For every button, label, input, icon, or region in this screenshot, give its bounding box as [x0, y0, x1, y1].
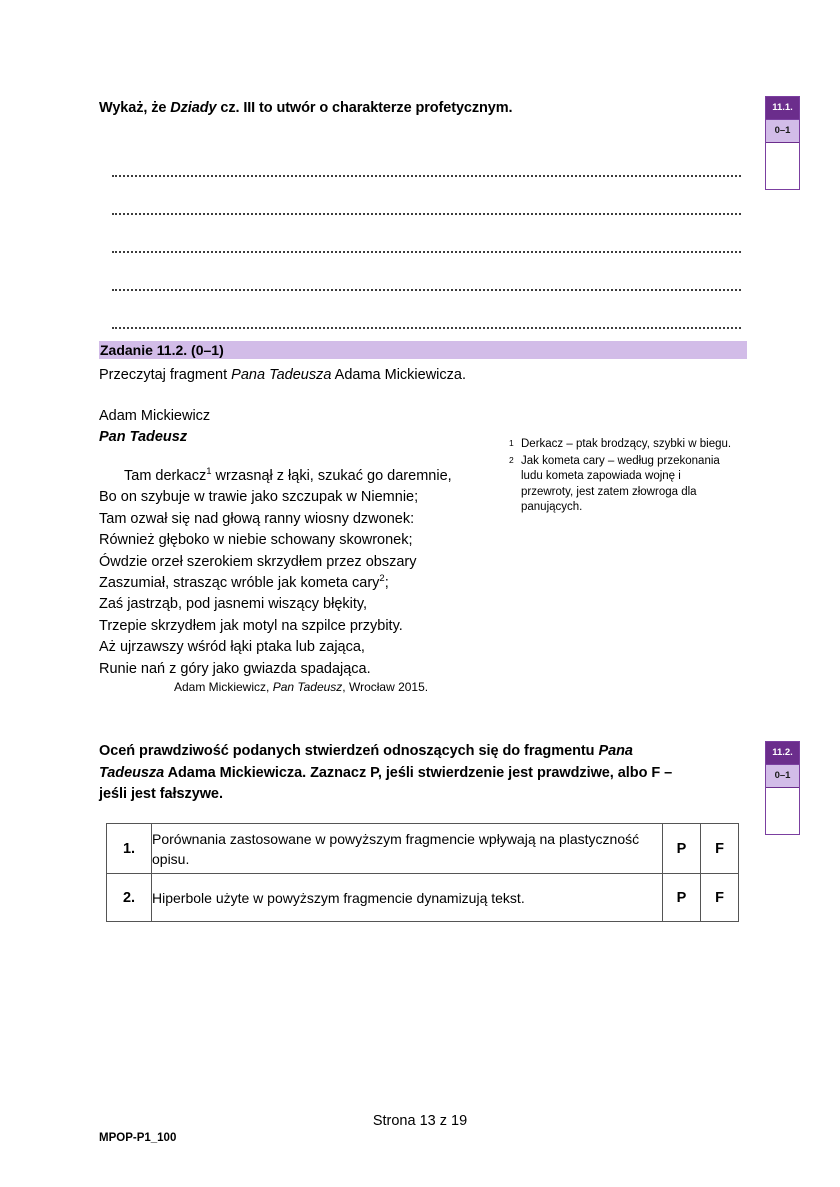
poem-line: Trzepie skrzydłem jak motyl na szpilce przybity.: [99, 617, 403, 634]
row-statement: Porównania zastosowane w powyższym fragmencie wpływają na plastyczność opisu.: [152, 824, 663, 874]
poem-line: Tam ozwał się nad głową ranny wiosny dzwonek:: [99, 510, 415, 527]
prompt-work-title: Dziady: [170, 100, 217, 116]
instruction-before: Przeczytaj fragment: [99, 367, 232, 383]
footnote-ref-2: 2: [379, 573, 385, 585]
answer-line[interactable]: [112, 253, 741, 291]
poem-line: Ówdzie orzeł szerokiem skrzydłem przez obszary: [99, 553, 417, 570]
score-box-number: 11.1.: [766, 97, 799, 120]
row-statement: Hiperbole użyte w powyższym fragmencie dynamizują tekst.: [152, 874, 663, 922]
row-number: 2.: [107, 874, 152, 922]
document-code: MPOP-P1_100: [99, 1132, 177, 1144]
footnote-marker: 1: [509, 438, 514, 448]
table-row: [107, 824, 739, 874]
answer-line[interactable]: [112, 215, 741, 253]
footnote-text: Jak kometa cary – według przekonania ludu kometa zapowiada wojnę i przewroty, jest zatem złowroga dla panujących.: [521, 454, 720, 514]
poem-line-6-text: Zaszumiał, strasząc wróble jak kometa cary: [99, 575, 380, 592]
answer-line[interactable]: [112, 177, 741, 215]
poem-line: Zaś jastrząb, pod jasnemi wiszący błękity,: [99, 596, 368, 613]
score-box-11-2: [765, 741, 800, 835]
source-after: , Wrocław 2015.: [342, 680, 429, 694]
poem-line-1-rest: wrzasnął z łąki, szukać go daremnie,: [211, 468, 452, 484]
poem-line-1-text: Tam derkacz: [124, 468, 207, 484]
footnote-item: [509, 437, 734, 453]
source-work-title: Pan Tadeusz: [272, 680, 343, 694]
poem-line-6-rest: ;: [384, 575, 389, 592]
row-option-false[interactable]: F: [701, 824, 739, 874]
source-before: Adam Mickiewicz,: [174, 680, 273, 694]
poem-line: Bo on szybuje w trawie jako szczupak w Niemnie;: [99, 489, 419, 506]
poem-line: [99, 466, 499, 487]
poem-line: Aż ujrzawszy wśród łąki ptaka lub zająca,: [99, 639, 365, 656]
footnotes-block: [509, 437, 734, 517]
prompt-text-before: Wykaż, że: [99, 100, 171, 116]
score-box-number: 11.2.: [766, 742, 799, 765]
answer-lines-area[interactable]: [112, 139, 741, 329]
tf-instruction-part1: Oceń prawdziwość podanych stwierdzeń odnoszących się do fragmentu: [99, 743, 599, 759]
score-box-range: 0–1: [766, 120, 799, 143]
true-false-table: [106, 823, 739, 922]
poem-line: Runie nań z góry jako gwiazda spadająca.: [99, 660, 371, 677]
poem-line: [99, 573, 499, 594]
tf-instruction-part2: Adama Mickiewicza. Zaznacz P, jeśli stwierdzenie jest prawdziwe, albo F – jeśli jest fałszywe.: [99, 764, 673, 802]
score-box-11-1: [765, 96, 800, 190]
tf-instruction-work-title: Pana Tadeusza: [99, 743, 633, 781]
footnote-marker: 2: [509, 454, 514, 465]
page-number-label: Strona 13 z 19: [372, 1113, 468, 1129]
tf-instruction: [99, 741, 699, 806]
poem-title: Pan Tadeusz: [99, 429, 188, 445]
footnote-item: [509, 454, 734, 516]
row-option-true[interactable]: P: [663, 874, 701, 922]
instruction-after: Adama Mickiewicza.: [331, 367, 466, 383]
score-box-range: 0–1: [766, 765, 799, 788]
score-box-blank-cell[interactable]: [766, 788, 799, 834]
instruction-work-title: Pana Tadeusza: [231, 367, 332, 383]
table-row: [107, 874, 739, 922]
footnote-text: Derkacz – ptak brodzący, szybki w biegu.: [521, 438, 732, 450]
footnote-ref-1: 1: [206, 466, 212, 478]
score-box-blank-cell[interactable]: [766, 143, 799, 189]
poem-author: Adam Mickiewicz: [99, 408, 211, 424]
poem-line: Również głęboko w niebie schowany skowronek;: [99, 532, 413, 549]
task-11-2-instruction: [99, 365, 466, 385]
task-11-1-prompt: [99, 99, 739, 119]
poem-source-attribution: [174, 680, 428, 694]
prompt-text-after: cz. III to utwór o charakterze profetycznym.: [216, 100, 513, 116]
row-option-true[interactable]: P: [663, 824, 701, 874]
poem-body: [99, 466, 499, 680]
row-option-false[interactable]: F: [701, 874, 739, 922]
answer-line[interactable]: [112, 291, 741, 329]
task-11-2-band: Zadanie 11.2. (0–1): [99, 341, 747, 359]
answer-line[interactable]: [112, 139, 741, 177]
row-number: 1.: [107, 824, 152, 874]
